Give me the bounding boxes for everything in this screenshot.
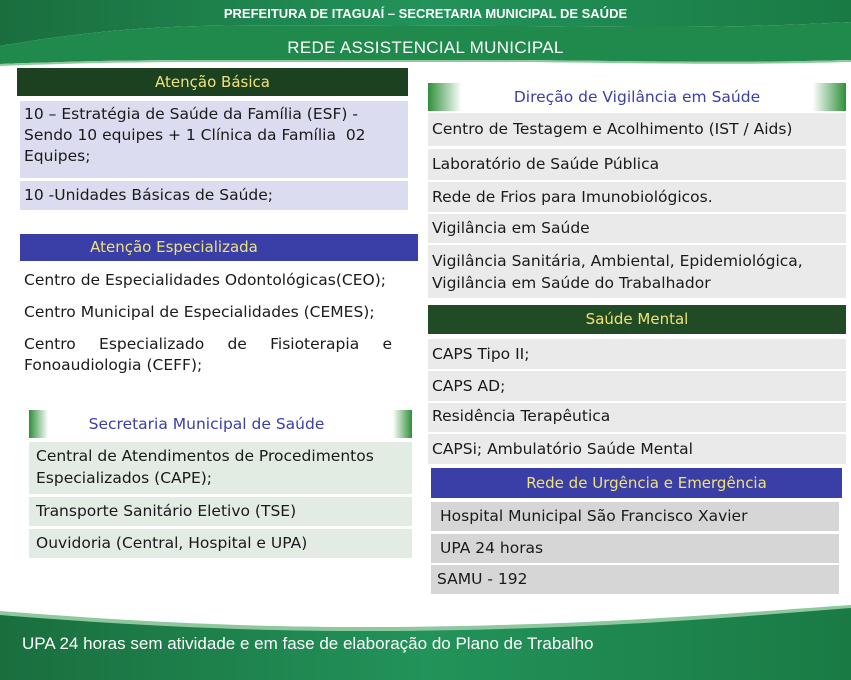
atencao-especializada-ceff-item: Centro Especializado de Fisioterapia e Fonoaudiologia (CEFF); bbox=[24, 335, 392, 374]
saude-mental-capsi-item: CAPSi; Ambulatório Saúde Mental bbox=[428, 434, 846, 464]
urgencia-upa-item: UPA 24 horas bbox=[431, 534, 839, 563]
atencao-especializada-cemes-item: Centro Municipal de Especialidades (CEMES); bbox=[24, 303, 375, 321]
vigilancia-laboratorio-item: Laboratório de Saúde Pública bbox=[428, 149, 846, 180]
saude-mental-residencia-item: Residência Terapêutica bbox=[428, 403, 846, 432]
footer-note: UPA 24 horas sem atividade e em fase de elaboração do Plano de Trabalho bbox=[22, 634, 594, 653]
vigilancia-sanitaria-item: Vigilância Sanitária, Ambiental, Epidemiológica, Vigilância em Saúde do Trabalhador bbox=[428, 245, 846, 298]
secretaria-heading: Secretaria Municipal de Saúde bbox=[29, 410, 412, 438]
vigilancia-saude-item: Vigilância em Saúde bbox=[428, 214, 846, 243]
footer-banner bbox=[0, 603, 851, 680]
secretaria-cape-item: Central de Atendimentos de Procedimentos Especializados (CAPE); bbox=[29, 442, 412, 494]
urgencia-heading: Rede de Urgência e Emergência bbox=[431, 468, 842, 498]
header-banner bbox=[0, 0, 851, 70]
atencao-especializada-ceo-item: Centro de Especialidades Odontológicas(CEO); bbox=[24, 271, 386, 289]
atencao-basica-heading: Atenção Básica bbox=[17, 68, 408, 96]
saude-mental-heading: Saúde Mental bbox=[428, 305, 846, 334]
urgencia-samu-item: SAMU - 192 bbox=[431, 565, 839, 594]
secretaria-tse-item: Transporte Sanitário Eletivo (TSE) bbox=[29, 497, 412, 526]
urgencia-hospital-item: Hospital Municipal São Francisco Xavier bbox=[431, 502, 839, 531]
saude-mental-caps-ii-item: CAPS Tipo II; bbox=[428, 339, 846, 369]
saude-mental-caps-ad-item: CAPS AD; bbox=[428, 371, 846, 401]
secretaria-ouvidoria-item: Ouvidoria (Central, Hospital e UPA) bbox=[29, 529, 412, 558]
atencao-basica-ubs-item: 10 -Unidades Básicas de Saúde; bbox=[20, 181, 408, 210]
vigilancia-ctа-item: Centro de Testagem e Acolhimento (IST / Aids) bbox=[428, 113, 846, 146]
vigilancia-heading: Direção de Vigilância em Saúde bbox=[428, 83, 846, 111]
atencao-basica-esf-item: 10 – Estratégia de Saúde da Família (ESF) - Sendo 10 equipes + 1 Clínica da Família 02 Equipes; bbox=[20, 101, 408, 178]
header-subtitle: REDE ASSISTENCIAL MUNICIPAL bbox=[287, 38, 564, 57]
header-title: PREFEITURA DE ITAGUAÍ – SECRETARIA MUNICIPAL DE SAÚDE bbox=[223, 6, 628, 21]
vigilancia-rede-frios-item: Rede de Frios para Imunobiológicos. bbox=[428, 182, 846, 212]
atencao-especializada-heading: Atenção Especializada bbox=[20, 234, 418, 261]
